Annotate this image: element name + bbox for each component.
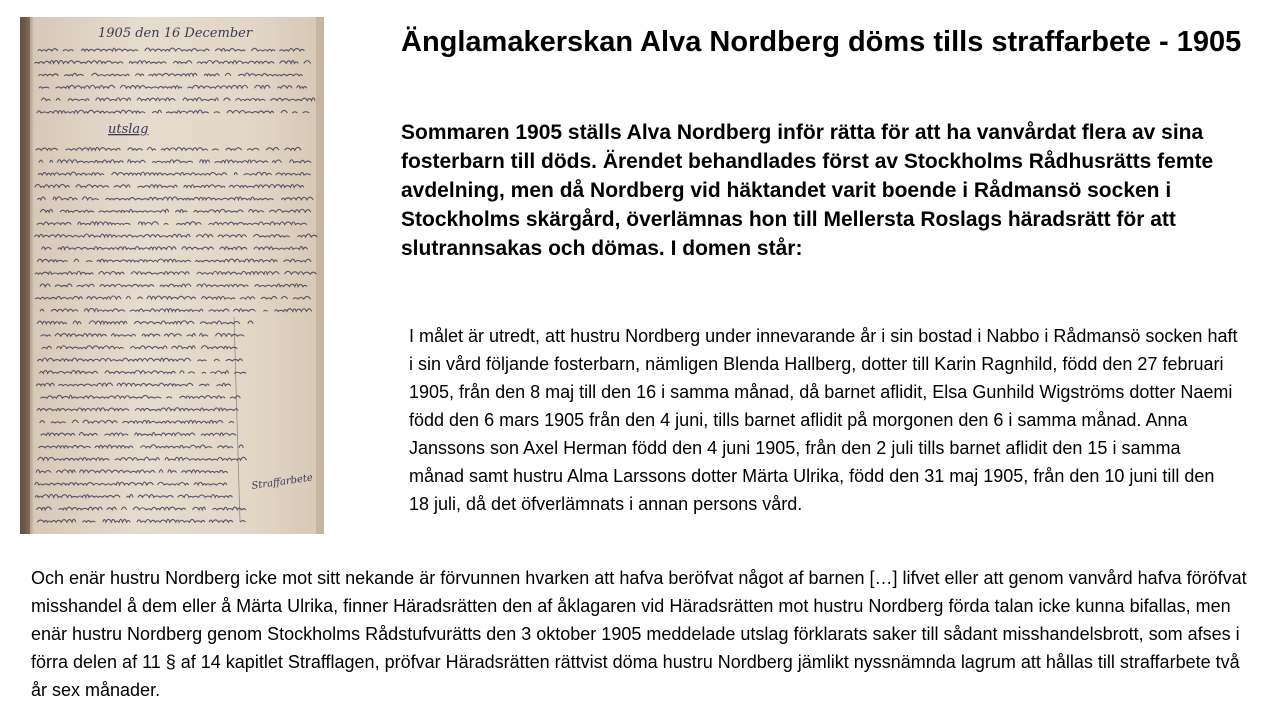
- verdict-paragraph: Och enär hustru Nordberg icke mot sitt nekande är förvunnen hvarken att hafva beröfvat något af barnen […] lifvet eller att genom vanvård hafva föröfvat misshandel å dem eller å Märta Ulrika, finner Häradsrätten den af åklagaren vid Häradsrätten mot hustru Nordberg förda talan icke kunna bifallas, men enär hustru Nordberg genom Stockholms Rådstufvurätts den 3 oktober 1905 meddelade utslag förklarats saker till sådant misshandelsbrott, som afses i förra delen af 11 § af 14 kapitlet Strafflagen, pröfvar Häradsrätten rättvist döma hustru Nordberg jämlikt nyssnämnda lagrum att hållas till straffarbete två år sex månader.: [31, 568, 1247, 700]
- handwriting-line: [36, 383, 231, 386]
- handwriting-line: [36, 507, 246, 510]
- handwriting-line: [35, 494, 232, 497]
- handwriting-line: [34, 234, 317, 237]
- handwriting-line: [40, 308, 319, 311]
- handwriting-line: [42, 346, 238, 349]
- court-quote: I målet är utredt, att hustru Nordberg under innevarande år i sin bostad i Nabbo i Rådmansö socken haft i sin vård följande fosterbarn, nämligen Blenda Hallberg, dotter till Karin Ragnhild, född den 27 februari 1905, från den 8 maj till den 16 i samma månad, då barnet aflidit, Elsa Gunhild Wigströms dotter Naemi född den 6 mars 1905 från den 4 juni, tills barnet aflidit på morgonen den 6 i samma månad. Anna Janssons son Axel Herman född den 4 juni 1905, från den 2 juli tills barnet aflidit den 15 i samma månad samt hustru Alma Larssons dotter Märta Ulrika, född den 31 maj 1905, från den 10 juni till den 18 juli, då det öfverlämnats i annan persons vård.: [409, 326, 1238, 514]
- handwriting-line: [36, 470, 228, 473]
- handwritten-section: utslag: [108, 122, 149, 137]
- handwriting-line: [41, 333, 245, 336]
- handwriting-line: [37, 519, 245, 522]
- handwriting-line: [38, 197, 314, 200]
- handwriting-line: [38, 457, 247, 460]
- handwriting-line: [38, 48, 309, 51]
- handwriting-line: [40, 420, 242, 423]
- handwriting-line: [40, 284, 311, 287]
- handwriting-line: [42, 246, 313, 249]
- court-record-photo: [20, 17, 324, 534]
- handwriting-line: [40, 395, 240, 398]
- handwriting-line: [40, 370, 247, 373]
- handwriting-line: [37, 321, 253, 324]
- handwriting-line: [37, 408, 238, 411]
- page-title: Änglamakerskan Alva Nordberg döms tills straffarbete - 1905: [401, 26, 1242, 58]
- handwritten-margin-note: Straffarbete: [250, 472, 314, 492]
- handwriting-line: [35, 271, 321, 274]
- handwriting-line: [39, 85, 307, 88]
- handwriting-line: [35, 184, 304, 187]
- handwriting-line: [35, 482, 235, 485]
- handwriting-line: [41, 98, 315, 101]
- handwriting-line: [38, 73, 310, 76]
- handwriting-line: [37, 110, 310, 113]
- handwriting-illustration: [20, 17, 324, 534]
- handwriting-line: [35, 60, 311, 63]
- handwriting-line: [35, 296, 310, 299]
- handwriting-line: [37, 358, 242, 361]
- handwriting-line: [36, 147, 307, 150]
- handwriting-lines: [34, 48, 320, 522]
- handwriting-line: [37, 222, 313, 225]
- handwriting-line: [38, 445, 248, 448]
- handwriting-line: [39, 160, 317, 163]
- handwriting-line: [40, 209, 311, 212]
- handwriting-line: [38, 172, 316, 175]
- handwriting-line: [41, 432, 237, 435]
- handwritten-heading: 1905 den 16 December: [98, 26, 253, 41]
- intro-paragraph: Sommaren 1905 ställs Alva Nordberg inför rätta för att ha vanvårdat flera av sina fosterbarn till döds. Ärendet behandlades först av Stockholms Rådhusrätts femte avdelning, men då Nordberg vid häktandet varit boende i Rådmansö socken i Stockholms skärgård, överlämnas hon till Mellersta Roslags häradsrätt för att slutrannsakas och dömas. I domen står:: [401, 121, 1214, 260]
- handwriting-line: [37, 259, 311, 262]
